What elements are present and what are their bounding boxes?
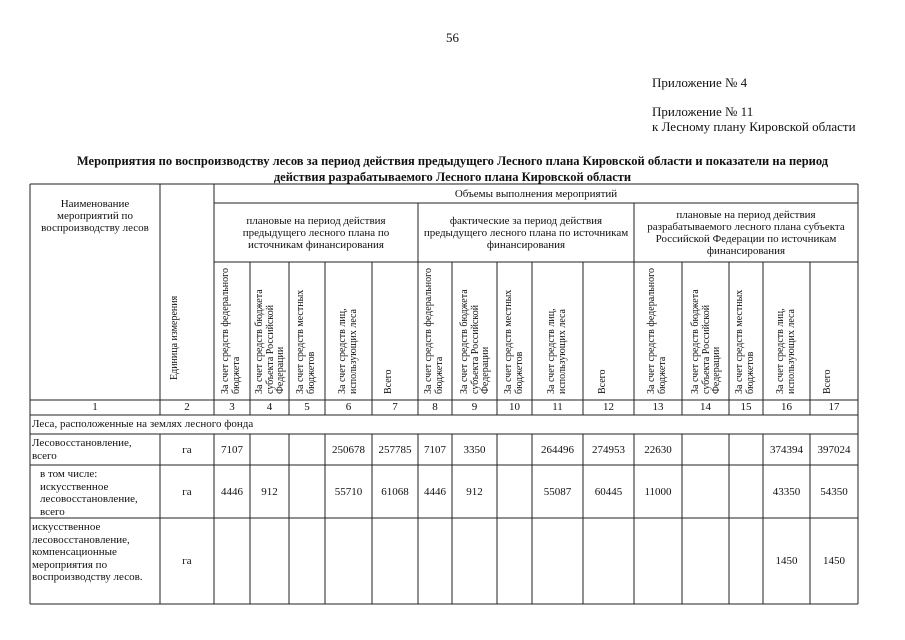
subheader-label: За счет средств бюджета субъекта Российской Федерации bbox=[689, 289, 722, 394]
subheader-cell bbox=[532, 262, 583, 398]
row-value: 54350 bbox=[820, 485, 848, 498]
subheader-label: За счет средств федерального бюджета bbox=[220, 268, 242, 394]
row-value: 61068 bbox=[381, 485, 409, 498]
row-value: 397024 bbox=[817, 443, 851, 456]
column-number: 16 bbox=[781, 401, 792, 413]
document-title-line-2: действия разрабатываемого Лесного плана Кировской области bbox=[273, 170, 632, 184]
header-unit-column: Единица измерения bbox=[169, 295, 180, 380]
row-value bbox=[729, 518, 763, 604]
subheader-label: Всего bbox=[383, 369, 394, 394]
row-value bbox=[682, 465, 729, 518]
row-value bbox=[250, 434, 289, 465]
row-value: 55710 bbox=[334, 485, 363, 498]
subheader-cell bbox=[372, 262, 418, 398]
row-value bbox=[372, 518, 418, 604]
row-value: 55087 bbox=[543, 485, 572, 498]
row-value: 4446 bbox=[221, 485, 243, 498]
row-name: искусственное лесовосстановление, компенсационные мероприятия по воспроизводству лесов. bbox=[32, 521, 143, 583]
row-value bbox=[682, 434, 729, 465]
row-value: 43350 bbox=[772, 485, 801, 498]
row-value: 1450 bbox=[823, 555, 845, 567]
row-unit: га bbox=[182, 555, 192, 567]
subheader-label: За счет средств федерального бюджета bbox=[646, 268, 668, 394]
section-title: Леса, расположенные на землях лесного фонда bbox=[32, 418, 254, 430]
appendix-11-label: Приложение № 11 bbox=[652, 104, 754, 119]
row-name: Лесовосстановление, всего bbox=[32, 437, 132, 462]
column-number: 3 bbox=[229, 401, 235, 413]
row-value: 11000 bbox=[644, 485, 672, 498]
row-value bbox=[729, 465, 763, 518]
document-title-line-1: Мероприятия по воспроизводству лесов за период действия предыдущего Лесного плана Кировской области и показатели на период bbox=[76, 154, 829, 168]
row-value: 912 bbox=[466, 485, 483, 498]
subheader-label: За счет средств бюджета субъекта Российской Федерации bbox=[458, 289, 491, 394]
row-value: 7107 bbox=[221, 443, 243, 456]
row-value: 60445 bbox=[594, 485, 623, 498]
page-number: 56 bbox=[446, 30, 459, 45]
row-value bbox=[452, 518, 497, 604]
row-value: 1450 bbox=[775, 555, 798, 567]
subheader-cell bbox=[729, 262, 763, 398]
subheader-cell bbox=[418, 262, 452, 398]
header-volumes: Объемы выполнения мероприятий bbox=[454, 187, 618, 200]
header-group-actual-previous: фактические за период действия предыдущего лесного плана по источникам финансирования bbox=[423, 214, 629, 251]
column-number: 8 bbox=[432, 401, 438, 413]
header-group-planned-new: плановые на период действия разрабатываемого лесного плана субъекта Российской Федерации по источникам финансирования bbox=[647, 208, 845, 257]
row-value: 374394 bbox=[770, 443, 803, 456]
subheader-cell bbox=[325, 262, 372, 398]
row-value bbox=[634, 518, 682, 604]
header-name-column: Наименование мероприятий по воспроизводству лесов bbox=[41, 198, 149, 234]
row-value: 264496 bbox=[541, 443, 574, 456]
subheader-label: За счет средств лиц, использующих леса bbox=[774, 308, 796, 394]
row-unit: га bbox=[182, 485, 192, 498]
column-number: 14 bbox=[700, 401, 711, 413]
subheader-label: Всего bbox=[822, 369, 833, 394]
column-number: 1 bbox=[92, 401, 98, 413]
subheader-cell bbox=[289, 262, 325, 398]
subheader-label: За счет средств местных бюджетов bbox=[502, 289, 524, 394]
row-value bbox=[289, 465, 325, 518]
subheader-cell bbox=[452, 262, 497, 398]
appendix-4-label: Приложение № 4 bbox=[652, 75, 748, 90]
subheader-label: За счет средств лиц, использующих леса bbox=[545, 308, 567, 394]
row-value bbox=[418, 518, 452, 604]
row-value: 912 bbox=[261, 485, 278, 498]
row-value: 22630 bbox=[644, 443, 672, 456]
column-number: 17 bbox=[828, 401, 840, 413]
column-number: 10 bbox=[509, 401, 520, 413]
row-value bbox=[583, 518, 634, 604]
subheader-label: Всего bbox=[596, 369, 608, 394]
column-number: 9 bbox=[471, 401, 478, 413]
subheader-cell bbox=[810, 262, 858, 398]
appendix-11-subtitle: к Лесному плану Кировской области bbox=[652, 119, 856, 134]
subheader-cell bbox=[250, 262, 289, 398]
row-value bbox=[289, 518, 325, 604]
subheader-label: За счет средств местных бюджетов bbox=[734, 289, 756, 394]
column-number: 12 bbox=[603, 401, 614, 413]
row-value: 4446 bbox=[424, 485, 446, 498]
row-value bbox=[325, 518, 372, 604]
subheader-cell bbox=[497, 262, 532, 398]
row-value: 7107 bbox=[424, 443, 446, 456]
column-number: 4 bbox=[266, 401, 273, 413]
column-number: 2 bbox=[184, 401, 190, 413]
column-number: 11 bbox=[552, 401, 563, 413]
row-value bbox=[497, 518, 532, 604]
row-value bbox=[682, 518, 729, 604]
column-number: 13 bbox=[652, 401, 664, 413]
subheader-label: За счет средств бюджета субъекта Российской Федерации bbox=[253, 289, 286, 394]
subheader-cell bbox=[583, 262, 634, 398]
row-value bbox=[497, 434, 532, 465]
row-value: 250678 bbox=[332, 443, 365, 456]
subheader-cell bbox=[634, 262, 682, 398]
subheader-label: За счет средств федерального бюджета bbox=[423, 268, 445, 394]
subheader-cell bbox=[763, 262, 810, 398]
row-value bbox=[214, 518, 250, 604]
row-unit: га bbox=[182, 443, 192, 456]
column-number: 7 bbox=[392, 401, 398, 413]
row-value bbox=[250, 518, 289, 604]
subheader-label: За счет средств местных бюджетов bbox=[295, 289, 317, 394]
subheader-cell bbox=[682, 262, 729, 398]
row-value: 257785 bbox=[378, 443, 412, 456]
row-value bbox=[497, 465, 532, 518]
header-group-planned-previous: плановые на период действия предыдущего лесного плана по источникам финансирования bbox=[242, 214, 390, 251]
row-value bbox=[289, 434, 325, 465]
column-number: 15 bbox=[740, 401, 752, 413]
column-number: 6 bbox=[345, 401, 352, 413]
subheader-cell bbox=[214, 262, 250, 398]
row-value bbox=[532, 518, 583, 604]
column-number: 5 bbox=[304, 401, 310, 413]
row-value: 3350 bbox=[463, 443, 486, 456]
row-name: в том числе: искусственное лесовосстановление, всего bbox=[40, 468, 138, 518]
row-value bbox=[729, 434, 763, 465]
row-value: 274953 bbox=[592, 443, 625, 456]
subheader-label: За счет средств лиц, использующих леса bbox=[336, 308, 358, 394]
